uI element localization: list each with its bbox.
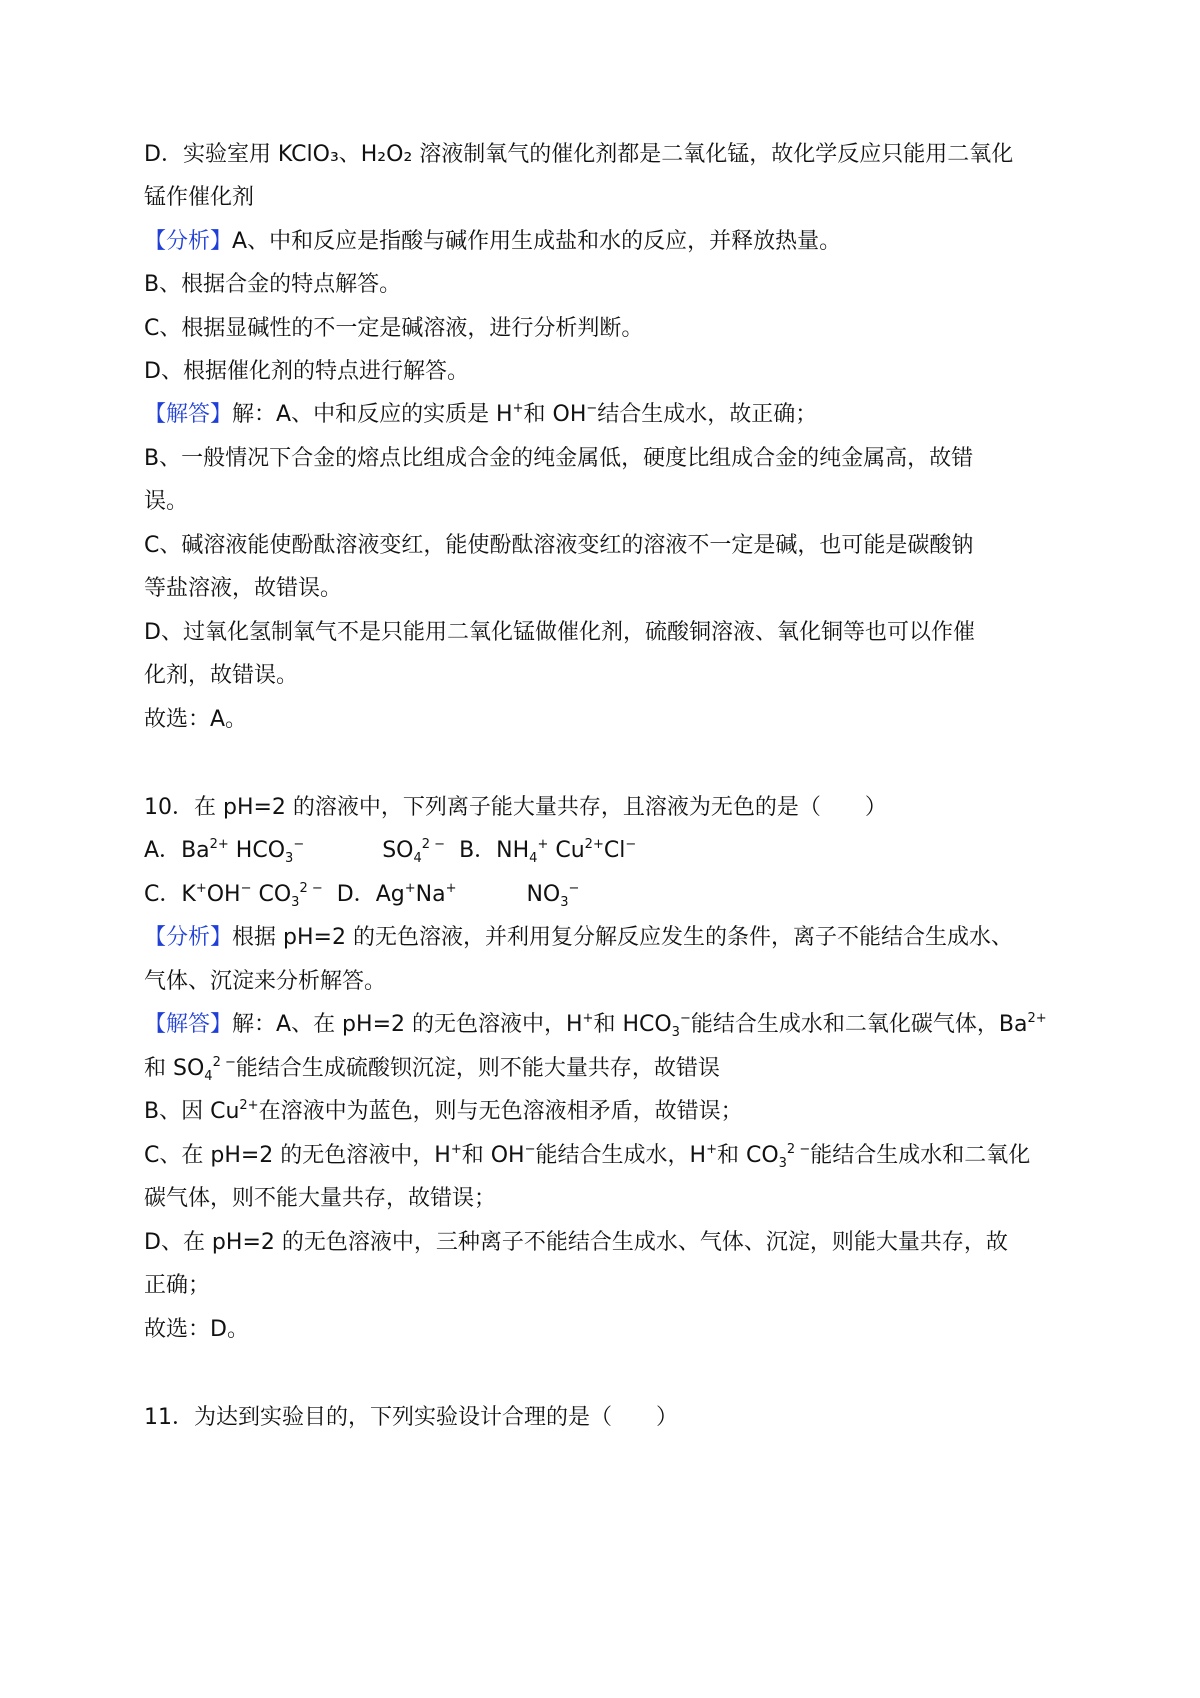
q10-answer-line5: 碳气体，则不能大量共存，故错误； bbox=[144, 1186, 497, 1211]
subscript: 3 bbox=[778, 1156, 787, 1171]
answer-text-b: 和 OH bbox=[461, 1143, 525, 1168]
q9-analysis-line3: C、根据显碱性的不一定是碱溶液，进行分析判断。 bbox=[144, 316, 644, 341]
subscript: 4 bbox=[413, 851, 422, 866]
q9-answer-line1 bbox=[144, 400, 817, 430]
subscript: 3 bbox=[560, 895, 569, 910]
q10-analysis-line2: 气体、沉淀来分析解答。 bbox=[144, 969, 387, 994]
answer-text-a: B、因 Cu bbox=[144, 1099, 240, 1124]
q9-analysis-line1 bbox=[144, 227, 841, 257]
answer-text-b: 在溶液中为蓝色，则与无色溶液相矛盾，故错误； bbox=[258, 1099, 743, 1124]
q9-analysis-line2: B、根据合金的特点解答。 bbox=[144, 272, 402, 297]
superscript: − bbox=[240, 881, 252, 896]
q9-option-d-line1: D．实验室用 KClO₃、H₂O₂ 溶液制氧气的催化剂都是二氧化锰，故化学反应只能用二氧化 bbox=[144, 142, 1014, 167]
q9-answer-line5: 等盐溶液，故错误。 bbox=[144, 576, 343, 601]
q9-answer-line4: C、碱溶液能使酚酞溶液变红，能使酚酞溶液变红的溶液不一定是碱，也可能是碳酸钠 bbox=[144, 533, 974, 558]
analysis-text: A、中和反应是指酸与碱作用生成盐和水的反应，并释放热量。 bbox=[232, 229, 842, 254]
answer-text-b: 能结合生成硫酸钡沉淀，则不能大量共存，故错误 bbox=[235, 1056, 720, 1081]
q10-choice: 故选：D。 bbox=[144, 1317, 249, 1342]
q10-answer-line7: 正确； bbox=[144, 1273, 211, 1298]
superscript: − bbox=[625, 837, 637, 852]
subscript: 3 bbox=[291, 895, 300, 910]
answer-text-d: 和 CO bbox=[716, 1143, 779, 1168]
answer-text-c: 结合生成水，故正确； bbox=[597, 402, 818, 427]
subscript: 3 bbox=[671, 1025, 680, 1040]
subscript: 4 bbox=[204, 1069, 213, 1084]
answer-tag: 【解答】 bbox=[144, 1012, 233, 1037]
superscript: − bbox=[586, 401, 598, 416]
superscript: + bbox=[445, 881, 457, 896]
q9-answer-line6: D、过氧化氢制氧气不是只能用二氧化锰做催化剂，硫酸铜溶液、氧化铜等也可以作催 bbox=[144, 620, 975, 645]
q10-answer-line3 bbox=[144, 1097, 743, 1127]
answer-text-c: 能结合生成水和二氧化碳气体，Ba bbox=[690, 1012, 1028, 1037]
answer-text-a: C、在 pH=2 的无色溶液中，H bbox=[144, 1143, 451, 1168]
option-b-label: B． bbox=[459, 838, 497, 863]
q9-analysis-line4: D、根据催化剂的特点进行解答。 bbox=[144, 359, 469, 384]
superscript: − bbox=[568, 881, 580, 896]
q10-options-ab: A．$Ba^{2+}$ $HCO_3^-$ $SO_4^{2 -}$ B．$NH_4^+$ $Cu^{2+}Cl^-$ bbox=[144, 837, 637, 866]
q10-stem: 10．在 pH=2 的溶液中，下列离子能大量共存，且溶液为无色的是（ ） bbox=[144, 795, 887, 820]
superscript: + bbox=[537, 837, 549, 852]
superscript: 2+ bbox=[584, 837, 604, 852]
superscript: + bbox=[512, 401, 524, 416]
superscript: 2 − bbox=[786, 1142, 811, 1157]
answer-text-e: 能结合生成水和二氧化 bbox=[810, 1143, 1031, 1168]
q10-options-cd: C．K+OH− $CO_3^{2 -}$ D．Ag+Na+ $NO_3^-$ bbox=[144, 881, 580, 910]
answer-text-a: 解：A、中和反应的实质是 H bbox=[232, 402, 513, 427]
answer-text-b: 和 OH bbox=[523, 402, 587, 427]
superscript: + bbox=[706, 1142, 717, 1157]
answer-tag: 【解答】 bbox=[144, 402, 233, 427]
superscript: 2+ bbox=[239, 1098, 259, 1113]
superscript: + bbox=[582, 1011, 594, 1026]
superscript: 2+ bbox=[1027, 1011, 1047, 1026]
q9-choice: 故选：A。 bbox=[144, 707, 248, 732]
q9-answer-line3: 误。 bbox=[144, 489, 189, 514]
answer-text-b: 和 HCO bbox=[593, 1012, 672, 1037]
q10-answer-line6: D、在 pH=2 的无色溶液中，三种离子不能结合生成水、气体、沉淀，则能大量共存，故 bbox=[144, 1230, 1008, 1255]
answer-text-a: 解：A、在 pH=2 的无色溶液中，H bbox=[232, 1012, 583, 1037]
analysis-text: 根据 pH=2 的无色溶液，并利用复分解反应发生的条件，离子不能结合生成水、 bbox=[232, 925, 1013, 950]
superscript: 2 − bbox=[299, 881, 323, 896]
analysis-tag: 【分析】 bbox=[144, 925, 233, 950]
q10-analysis-line1 bbox=[144, 923, 1013, 953]
analysis-tag: 【分析】 bbox=[144, 229, 233, 254]
option-a-label: A． bbox=[144, 838, 182, 863]
superscript: 2 − bbox=[421, 837, 446, 852]
superscript: + bbox=[195, 881, 207, 896]
q9-answer-line2: B、一般情况下合金的熔点比组成合金的纯金属低，硬度比组成合金的纯金属高，故错 bbox=[144, 446, 974, 471]
superscript: 2+ bbox=[209, 837, 229, 852]
superscript: − bbox=[524, 1142, 536, 1157]
superscript: + bbox=[450, 1142, 462, 1157]
superscript: + bbox=[404, 881, 416, 896]
q10-answer-line2 bbox=[144, 1054, 720, 1084]
subscript: 4 bbox=[529, 851, 538, 866]
q10-answer-line4 bbox=[144, 1141, 1030, 1171]
q11-stem: 11．为达到实验目的，下列实验设计合理的是（ ） bbox=[144, 1405, 678, 1430]
superscript: − bbox=[679, 1011, 691, 1026]
answer-text-c: 能结合生成水，H bbox=[535, 1143, 707, 1168]
answer-text-a: 和 SO bbox=[144, 1056, 205, 1081]
superscript: − bbox=[293, 837, 305, 852]
superscript: 2 − bbox=[212, 1055, 236, 1070]
q10-answer-line1 bbox=[144, 1010, 1047, 1040]
q9-option-d-line2: 锰作催化剂 bbox=[144, 185, 255, 210]
option-d-label: D． bbox=[336, 882, 376, 907]
subscript: 3 bbox=[285, 851, 294, 866]
q9-answer-line7: 化剂，故错误。 bbox=[144, 663, 299, 688]
option-c-label: C． bbox=[144, 882, 182, 907]
